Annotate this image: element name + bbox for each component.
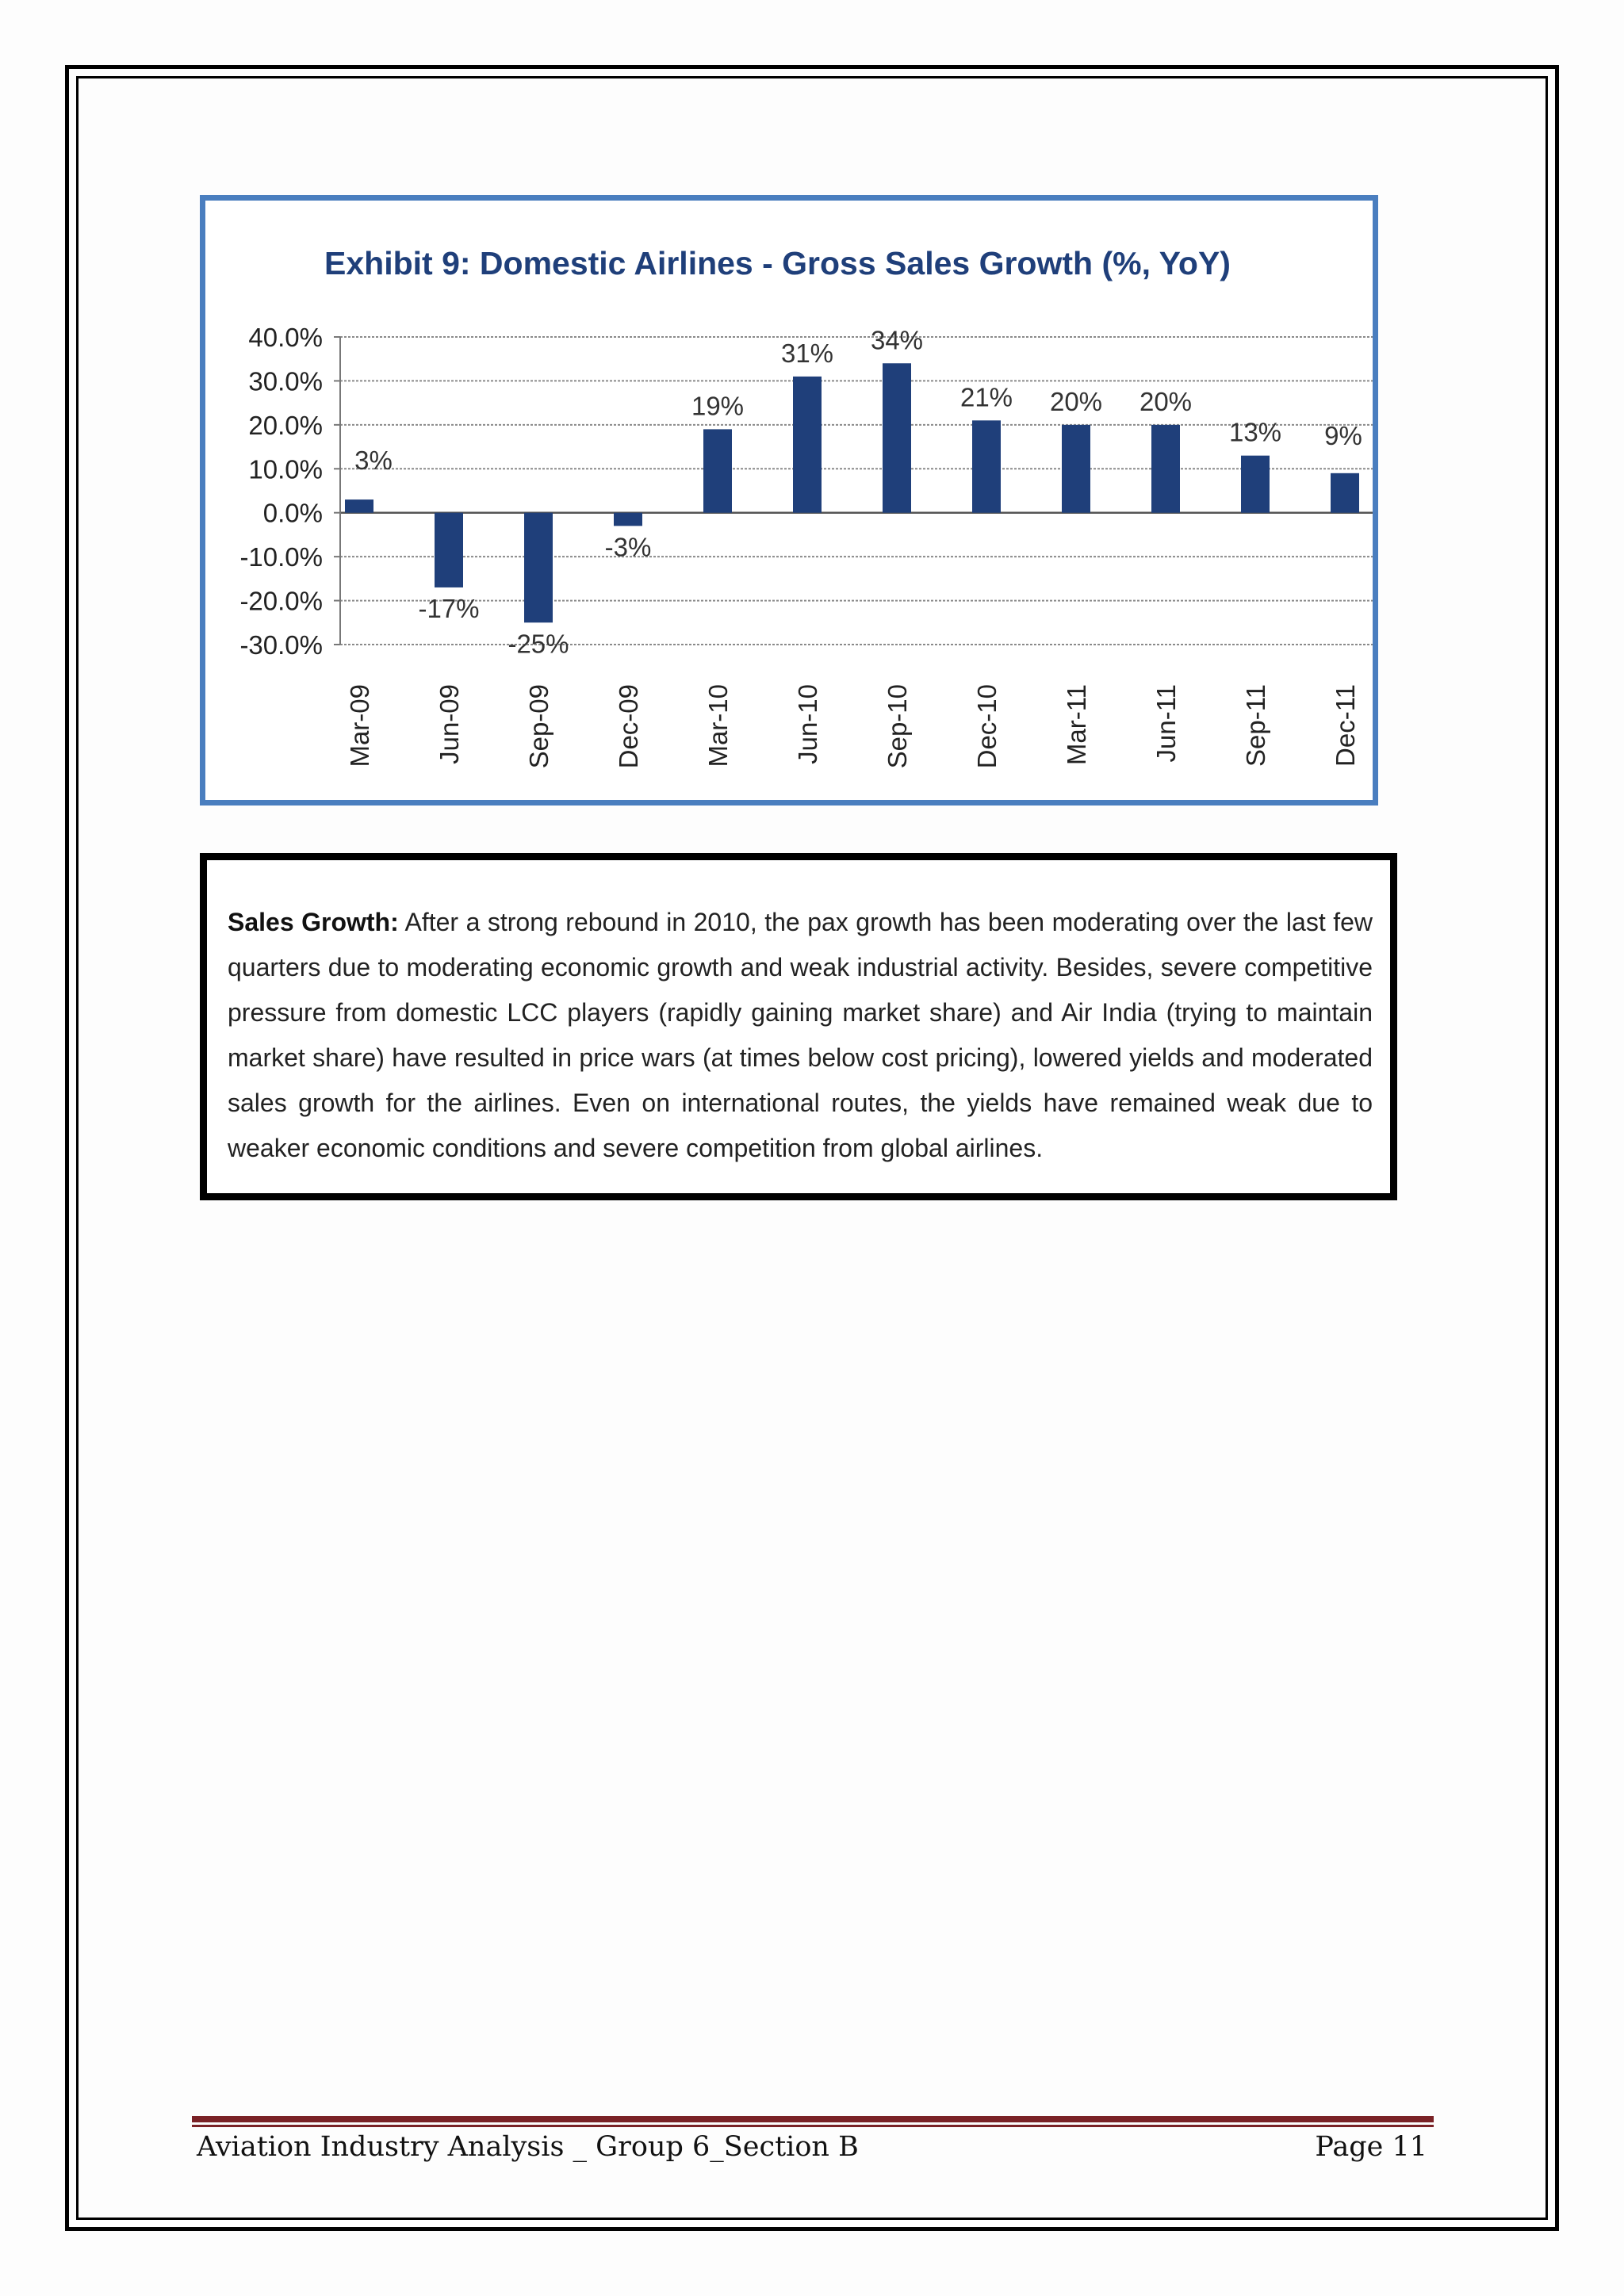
bars (345, 363, 1359, 622)
x-tick-label: Mar-10 (703, 684, 733, 767)
footer-document-title: Aviation Industry Analysis _ Group 6_Section B (197, 2131, 859, 2163)
bar (1241, 456, 1270, 513)
y-axis-ticks (239, 323, 323, 660)
x-tick-label: Jun-09 (435, 684, 464, 764)
paragraph-lead: Sales Growth: (228, 908, 399, 936)
paragraph-body: After a strong rebound in 2010, the pax growth has been moderating over the last few quarters due to moderating economic growth and weak industrial activity. Besides, severe competitive pressure from domestic LCC players (rapidly gaining market share) and Air India (trying to maintain market share) have resulted in price wars (at times below cost pricing), lowered yields and moderated sales growth for the airlines. Even on international routes, the yields have remained weak due to weaker economic conditions and severe competition from global airlines. (228, 908, 1373, 1162)
data-label: -25% (508, 629, 569, 659)
y-tick-label: -20.0% (239, 586, 323, 616)
data-label: 9% (1324, 420, 1362, 450)
x-tick-label: Sep-10 (883, 684, 912, 769)
y-tick-label: 20.0% (248, 410, 323, 440)
x-tick-label: Jun-11 (1151, 684, 1181, 763)
sales-growth-commentary-box (200, 853, 1397, 1200)
data-label: 19% (691, 391, 745, 421)
y-tick-label: 0.0% (262, 498, 323, 528)
bar (1062, 425, 1090, 513)
bar (524, 513, 553, 623)
bar (883, 363, 911, 512)
x-tick-label: Mar-11 (1062, 684, 1091, 766)
data-label: 20% (1139, 386, 1193, 416)
bar (793, 377, 822, 513)
y-tick-label: 40.0% (248, 323, 323, 352)
data-label: -17% (418, 593, 480, 623)
x-tick-label: Sep-11 (1241, 684, 1270, 767)
bar (435, 513, 463, 587)
y-tick-label: 30.0% (248, 366, 323, 396)
x-tick-label: Sep-09 (524, 684, 553, 769)
data-label: 31% (780, 338, 834, 368)
bar (345, 499, 373, 513)
bar (972, 420, 1001, 512)
data-label: -3% (604, 532, 652, 562)
x-tick-label: Dec-10 (972, 684, 1002, 769)
x-tick-label: Dec-09 (614, 684, 643, 769)
footer-rule-thin (192, 2125, 1434, 2127)
gridlines (334, 337, 1373, 645)
y-tick-label: 10.0% (248, 454, 323, 484)
bar (1151, 425, 1180, 513)
x-tick-label: Jun-10 (793, 684, 822, 764)
x-axis-ticks (345, 684, 1360, 768)
footer-page-number: Page 11 (1315, 2131, 1427, 2163)
bar-chart (205, 201, 1373, 800)
footer-rule (192, 2116, 1434, 2122)
data-label: 13% (1228, 417, 1282, 447)
bar (1331, 473, 1359, 513)
bar (703, 429, 732, 512)
data-label: 21% (959, 382, 1013, 412)
bar (614, 513, 642, 526)
data-label: 20% (1049, 386, 1103, 416)
exhibit-chart-frame (200, 195, 1378, 806)
sales-growth-paragraph (228, 900, 1373, 1171)
chart-title: Exhibit 9: Domestic Airlines - Gross Sales Growth (%, YoY) (324, 245, 1231, 281)
x-tick-label: Dec-11 (1331, 684, 1360, 767)
y-tick-label: -30.0% (239, 630, 323, 660)
data-labels (354, 325, 1362, 658)
data-label: 3% (354, 446, 393, 476)
x-tick-label: Mar-09 (345, 684, 374, 767)
y-tick-label: -10.0% (239, 542, 323, 572)
data-label: 34% (870, 325, 924, 355)
